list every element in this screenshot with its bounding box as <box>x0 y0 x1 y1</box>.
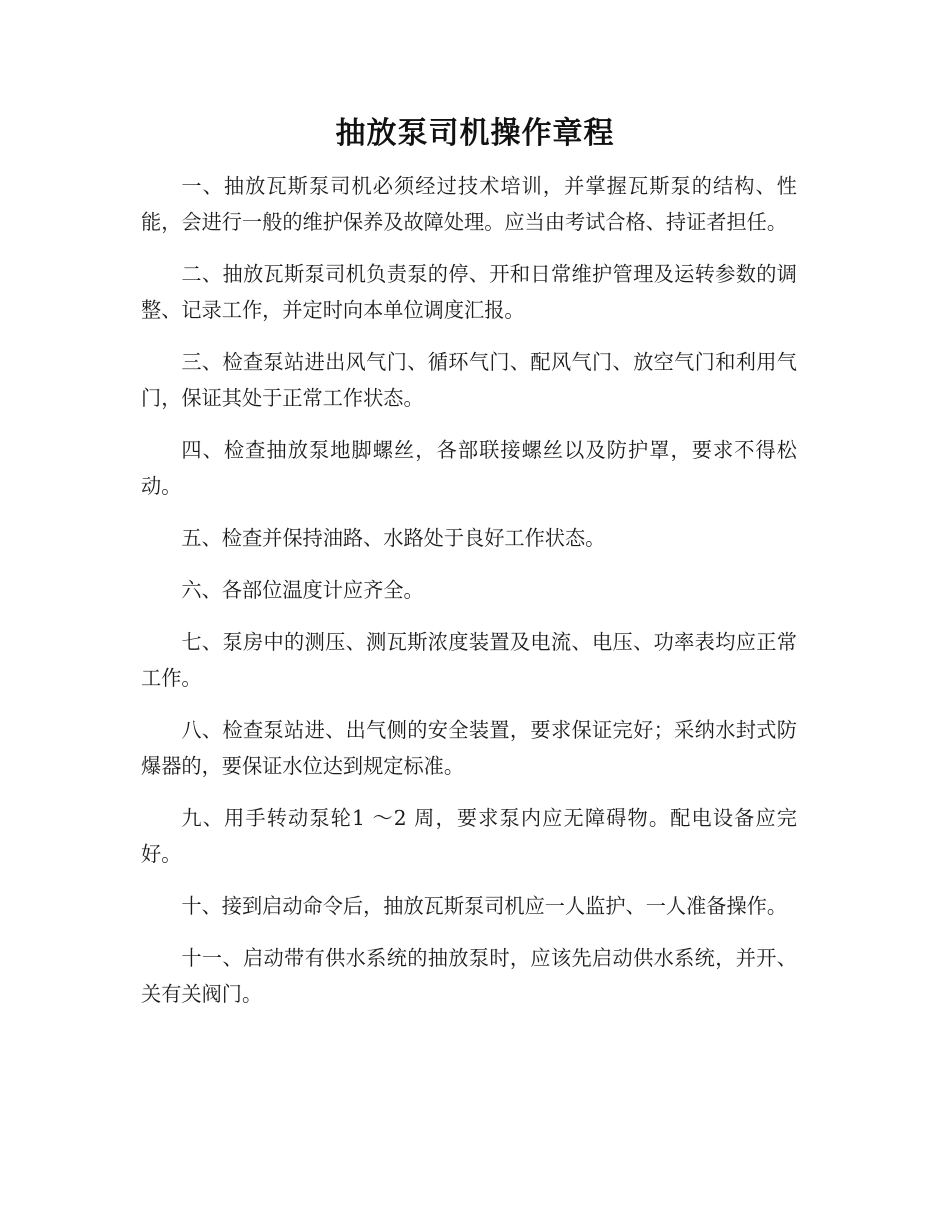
paragraph-4: 四、检查抽放泵地脚螺丝，各部联接螺丝以及防护罩，要求不得松动。 <box>141 438 797 498</box>
paragraph-8: 八、检查泵站进、出气侧的安全装置，要求保证完好；采纳水封式防爆器的，要保证水位达到规定标准。 <box>141 718 797 778</box>
document-body <box>141 168 797 1028</box>
paragraph-5: 五、检查并保持油路、水路处于良好工作状态。 <box>181 526 606 550</box>
paragraph-6: 六、各部位温度计应齐全。 <box>181 578 424 602</box>
paragraph-3: 三、检查泵站进出风气门、循环气门、配风气门、放空气门和利用气门，保证其处于正常工作状态。 <box>141 350 797 410</box>
paragraph-9: 九、用手转动泵轮1 ～2 周，要求泵内应无障碍物。配电设备应完好。 <box>141 806 797 866</box>
paragraph-2: 二、抽放瓦斯泵司机负责泵的停、开和日常维护管理及运转参数的调整、记录工作，并定时向本单位调度汇报。 <box>141 262 797 322</box>
paragraph-11: 十一、启动带有供水系统的抽放泵时，应该先启动供水系统，并开、关有关阀门。 <box>141 946 797 1006</box>
paragraph-1: 一、抽放瓦斯泵司机必须经过技术培训，并掌握瓦斯泵的结构、性能，会进行一般的维护保养及故障处理。应当由考试合格、持证者担任。 <box>141 174 797 234</box>
paragraph-7: 七、泵房中的测压、测瓦斯浓度装置及电流、电压、功率表均应正常工作。 <box>141 630 797 690</box>
paragraph-10: 十、接到启动命令后，抽放瓦斯泵司机应一人监护、一人准备操作。 <box>181 894 788 918</box>
document-title: 抽放泵司机操作章程 <box>335 116 615 151</box>
